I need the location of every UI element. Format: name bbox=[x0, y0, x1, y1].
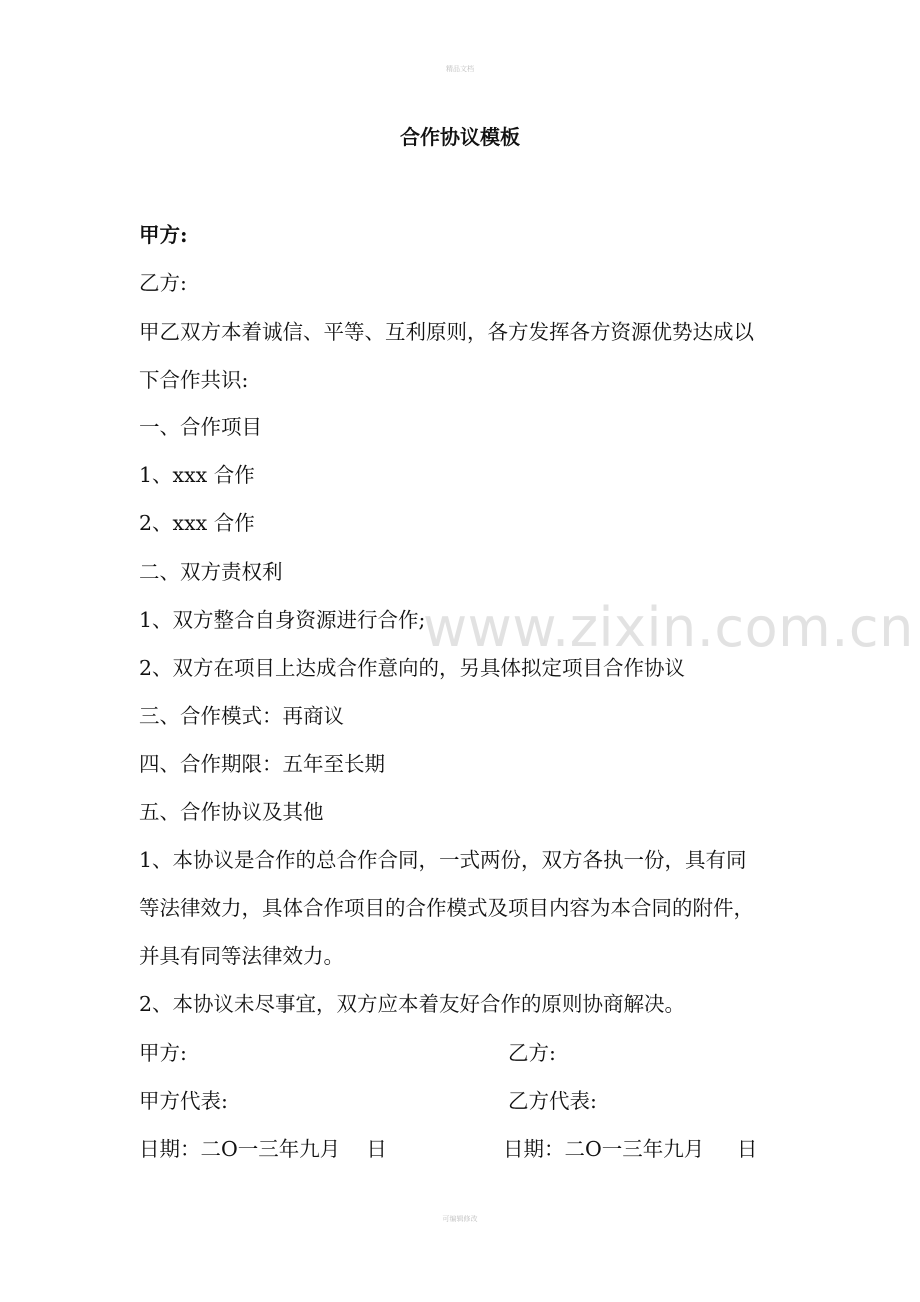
section-5-item-1-line-2: 等法律效力，具体合作项目的合作模式及项目内容为本合同的附件， bbox=[139, 896, 754, 920]
signature-rep-a: 甲方代表: bbox=[139, 1089, 228, 1113]
section-5-item-2: 2、本协议未尽事宜，双方应本着友好合作的原则协商解决。 bbox=[139, 992, 686, 1016]
section-4: 四、合作期限：五年至长期 bbox=[139, 752, 385, 776]
signature-date-a: 日期：二O一三年九月 日 bbox=[139, 1137, 387, 1161]
intro-line-1: 甲乙双方本着诚信、平等、互利原则，各方发挥各方资源优势达成以 bbox=[139, 320, 754, 344]
header-watermark: 精品文档 bbox=[446, 65, 474, 73]
section-1-heading: 一、合作项目 bbox=[139, 415, 262, 439]
party-b-label: 乙方: bbox=[139, 271, 187, 295]
party-a-label: 甲方: bbox=[139, 223, 188, 247]
section-5-item-1-line-3: 并具有同等法律效力。 bbox=[139, 944, 344, 968]
footer-watermark: 可编辑修改 bbox=[442, 1215, 478, 1223]
section-2-item-1: 1、双方整合自身资源进行合作; bbox=[139, 608, 426, 632]
section-5-item-1-line-1: 1、本协议是合作的总合作合同，一式两份，双方各执一份，具有同 bbox=[139, 848, 747, 872]
signature-date-b: 日期：二O一三年九月 日 bbox=[503, 1137, 758, 1161]
signature-party-a: 甲方: bbox=[139, 1041, 187, 1065]
section-5-heading: 五、合作协议及其他 bbox=[139, 800, 324, 824]
section-2-item-2: 2、双方在项目上达成合作意向的，另具体拟定项目合作协议 bbox=[139, 656, 686, 680]
section-1-item-1: 1、xxx 合作 bbox=[139, 463, 255, 487]
section-1-item-2: 2、xxx 合作 bbox=[139, 511, 255, 535]
section-2-heading: 二、双方责权利 bbox=[139, 560, 283, 584]
intro-line-2: 下合作共识: bbox=[139, 368, 249, 392]
signature-party-b: 乙方: bbox=[508, 1041, 556, 1065]
document-title: 合作协议模板 bbox=[400, 125, 520, 149]
signature-rep-b: 乙方代表: bbox=[508, 1089, 597, 1113]
site-watermark: www.zixin.com.cn bbox=[423, 596, 914, 659]
section-3: 三、合作模式：再商议 bbox=[139, 704, 344, 728]
